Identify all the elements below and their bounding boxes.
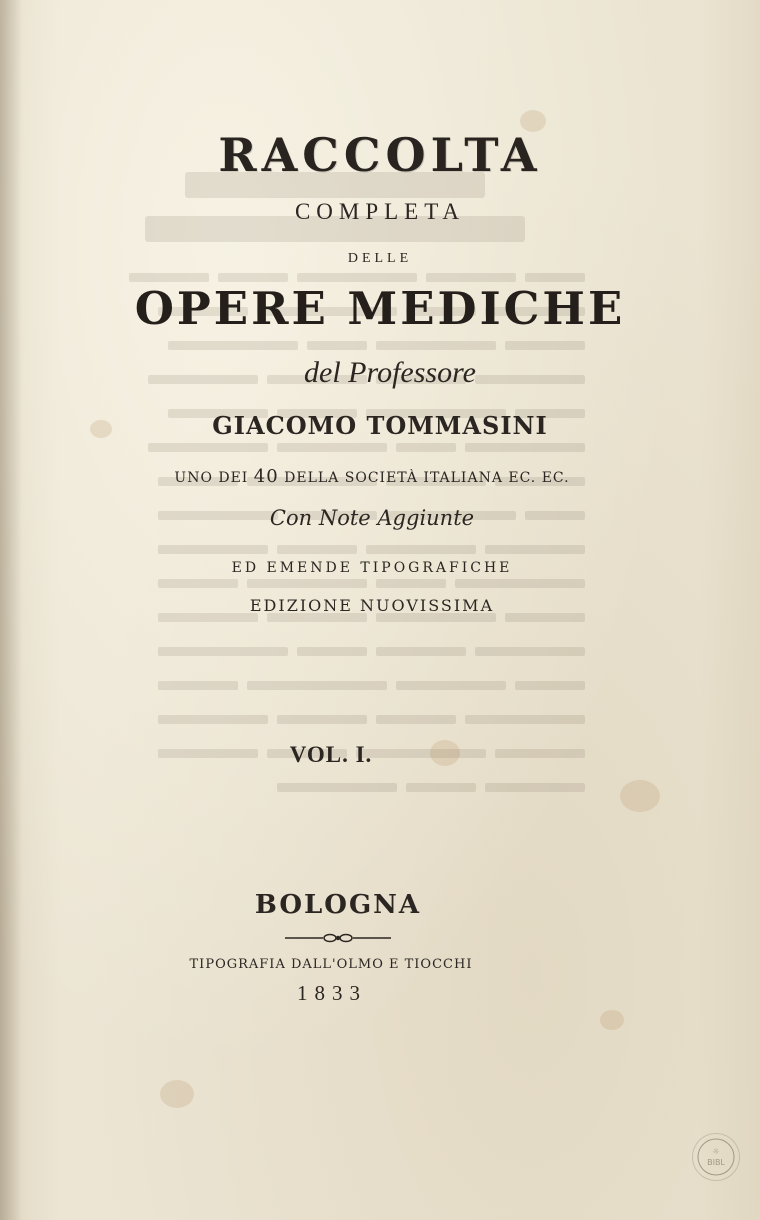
affiliation-post: DELLA SOCIETÀ ITALIANA EC. EC.: [278, 470, 570, 486]
author-affiliation: [0, 466, 752, 487]
foxing-spot: [600, 1010, 624, 1030]
foxing-spot: [160, 1080, 194, 1108]
author-name: GIACOMO TOMMASINI: [212, 411, 548, 440]
title-delle: DELLE: [347, 251, 413, 266]
edition-line: EDIZIONE NUOVISSIMA: [249, 596, 495, 615]
notes-line: Con Note Aggiunte: [269, 506, 475, 530]
stamp-text: BIBL: [707, 1158, 725, 1167]
title-main: RACCOLTA: [218, 128, 542, 182]
volume-number: VOL. I.: [289, 742, 373, 767]
printer-name: TIPOGRAFIA DALL'OLMO E TIOCCHI: [189, 957, 473, 972]
foxing-spot: [620, 780, 660, 812]
title-opere-mediche: OPERE MEDICHE: [134, 282, 626, 335]
by-line: del Professore: [304, 356, 476, 389]
publication-year: 1833: [297, 981, 367, 1005]
affiliation-number: 40: [253, 466, 279, 487]
svg-text:☼: ☼: [712, 1147, 720, 1156]
title-completa: COMPLETA: [294, 199, 466, 224]
ornament-rule-icon: [283, 931, 393, 945]
library-stamp-icon: [692, 1133, 740, 1181]
corrections-line: ED EMENDE TIPOGRAFICHE: [231, 560, 513, 576]
affiliation-pre: UNO DEI: [174, 470, 254, 486]
imprint-city: BOLOGNA: [254, 890, 422, 920]
